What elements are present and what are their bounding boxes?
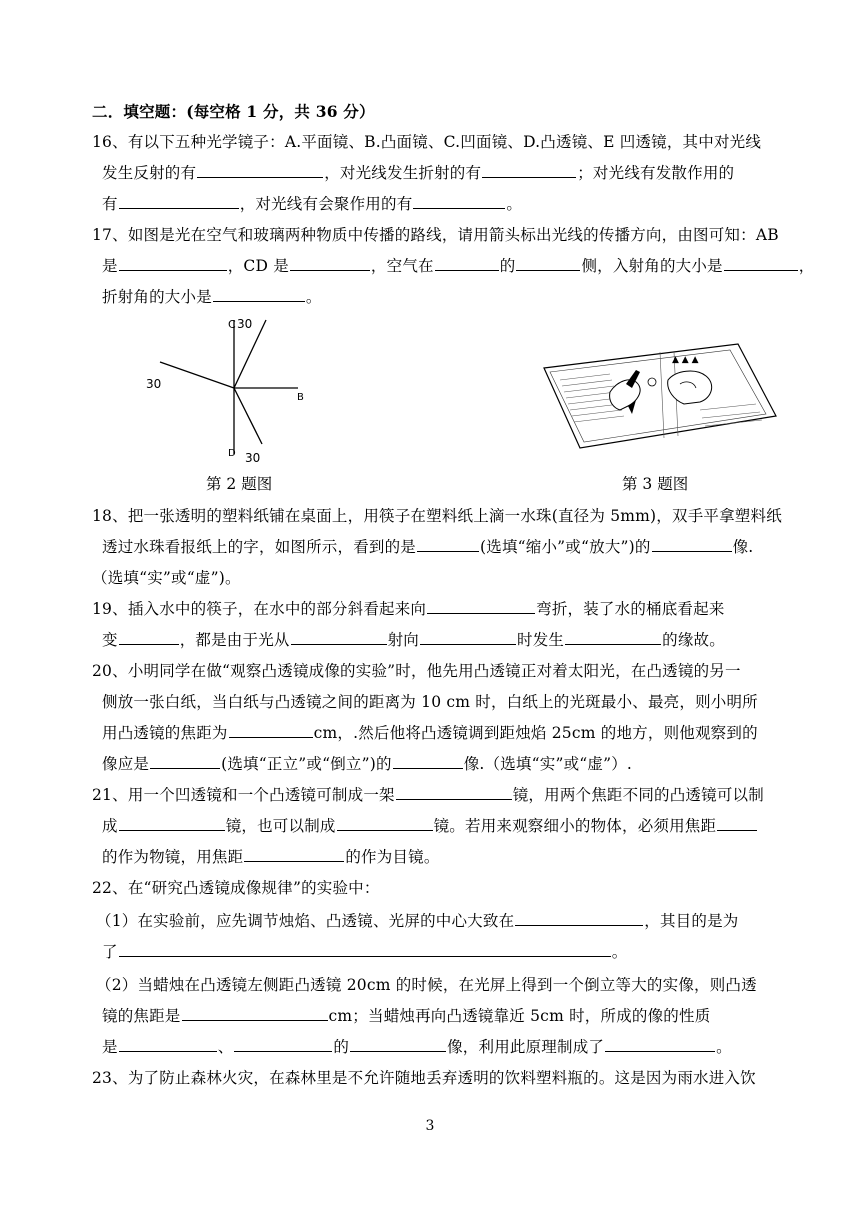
q17-text: 是 [102, 257, 118, 275]
q19-text: 射向 [387, 631, 420, 649]
q16-line3 [102, 193, 522, 215]
q19-text: 变 [102, 631, 118, 649]
q18-line1: 18、把一张透明的塑料纸铺在桌面上，用筷子在塑料纸上滴一水珠(直径为 5mm)，双手平拿塑料纸 [92, 507, 782, 525]
q22-line1: 22、在“研究凸透镜成像规律”的实验中： [92, 879, 380, 897]
label-c: C [228, 318, 236, 331]
q20-text: 像.（选填“实”或“虚”）. [463, 755, 633, 773]
svg-text:▲ ▲ ▲: ▲ ▲ ▲ [672, 355, 699, 365]
q21-text: 镜，用两个焦距不同的凸透镜可以制 [512, 786, 764, 804]
q21-blank-instrument3[interactable] [337, 815, 433, 831]
q19-blank-bend[interactable] [427, 598, 535, 614]
light-path-diagram [140, 312, 320, 464]
q22-blank-focal-length[interactable] [182, 1005, 328, 1021]
q20-line4 [102, 753, 632, 775]
q21-blank-instrument1[interactable] [396, 784, 512, 800]
q19-text: 弯折，装了水的桶底看起来 [536, 600, 725, 618]
q20-line2: 侧放一张白纸，当白纸与凸透镜之间的距离为 10 cm 时，白纸上的光斑最小、最亮，则小明所 [102, 693, 758, 711]
q16-blank-reflection[interactable] [197, 162, 323, 178]
q16-line1: 16、有以下五种光学镜子：A.平面镜、B.凸面镜、C.凹面镜、D.凸透镜、E 凹透镜，其中对光线 [92, 133, 762, 151]
q22-text: 。 [716, 1038, 732, 1056]
q21-line1 [92, 784, 764, 806]
q19-line1 [92, 598, 725, 620]
q22-blank-property1[interactable] [119, 1036, 217, 1052]
page-number: 3 [425, 1118, 435, 1134]
ray-left [160, 362, 234, 388]
q16-blank-refraction[interactable] [482, 162, 576, 178]
q20-blank-focal-length[interactable] [229, 722, 313, 738]
label-30-top: 30 [237, 317, 253, 331]
q17-text: ，CD 是 [227, 257, 289, 275]
label-30-bottom: 30 [245, 451, 261, 464]
q21-text: 21、用一个凹透镜和一个凸透镜可制成一架 [92, 786, 395, 804]
q18-blank-size[interactable] [417, 536, 479, 552]
q19-blank-phenomenon[interactable] [565, 629, 661, 645]
q21-blank-eyepiece[interactable] [244, 846, 344, 862]
q16-line2 [102, 162, 734, 184]
q17-line3 [102, 286, 322, 308]
q20-text: cm，.然后他将凸透镜调到距烛焰 25cm 的地方，则他观察到的 [313, 724, 758, 742]
q16-blank-diverge[interactable] [119, 193, 239, 209]
q22-blank-center-height[interactable] [515, 910, 643, 926]
figure3-caption: 第 3 题图 [622, 475, 689, 493]
q22-text: 像，利用此原理制成了 [447, 1038, 605, 1056]
q21-blank-objective[interactable] [717, 815, 757, 831]
q21-text: 镜，也可以制成 [225, 817, 336, 835]
q22-part2-line2 [102, 1005, 710, 1027]
q20-blank-real-virtual[interactable] [393, 753, 463, 769]
figure2-caption: 第 2 题图 [206, 475, 273, 493]
q20-text: 用凸透镜的焦距为 [102, 724, 228, 742]
q17-line1: 17、如图是光在空气和玻璃两种物质中传播的路线，请用箭头标出光线的传播方向，由图可知：AB [92, 226, 779, 244]
label-d: D [228, 448, 236, 459]
q21-text: 的作为目镜。 [345, 848, 440, 866]
q22-text: cm；当蜡烛再向凸透镜靠近 5cm 时，所成的像的性质 [328, 1007, 711, 1025]
q22-blank-property3[interactable] [350, 1036, 446, 1052]
q19-blank-from[interactable] [291, 629, 387, 645]
q22-part1-line2 [102, 941, 627, 963]
q19-text: 时发生 [517, 631, 565, 649]
q18-text: 像. [732, 538, 754, 556]
q19-blank-to[interactable] [420, 629, 516, 645]
q22-part1-line1 [96, 910, 738, 932]
q20-blank-orientation[interactable] [150, 753, 220, 769]
q17-blank-incidence[interactable] [724, 255, 798, 271]
q19-text: 的缘故。 [662, 631, 725, 649]
q21-blank-instrument2[interactable] [119, 815, 225, 831]
q18-text: 透过水珠看报纸上的字，如图所示，看到的是 [102, 538, 417, 556]
q17-blank-ab[interactable] [119, 255, 227, 271]
q16-blank-converge[interactable] [413, 193, 505, 209]
q19-text: 19、插入水中的筷子，在水中的部分斜看起来向 [92, 600, 427, 618]
q22-text: 镜的焦距是 [102, 1007, 181, 1025]
q23-line1: 23、为了防止森林火灾，在森林里是不允许随地丢弃透明的饮料塑料瓶的。这是因为雨水进入饮 [92, 1069, 756, 1087]
ray-bottom [234, 388, 262, 444]
q17-blank-side[interactable] [516, 255, 580, 271]
q22-text: （1）在实验前，应先调节烛焰、凸透镜、光屏的中心大致在 [96, 912, 515, 930]
q19-line2 [102, 629, 725, 651]
label-b: B [297, 392, 304, 403]
q17-blank-refraction-angle[interactable] [213, 286, 305, 302]
q20-text: (选填“正立”或“倒立”)的 [221, 755, 392, 773]
q17-blank-cd[interactable] [290, 255, 370, 271]
q21-line3 [102, 846, 440, 868]
q22-text: 了 [102, 943, 118, 961]
q21-line2 [102, 815, 758, 837]
q22-text: ，其目的是为 [644, 912, 739, 930]
q22-text: 。 [611, 943, 628, 961]
q21-text: 的作为物镜，用焦距 [102, 848, 244, 866]
q17-text: ，空气在 [370, 257, 434, 275]
q16-text: ，对光线发生折射的有 [324, 164, 482, 182]
q18-blank-image-type[interactable] [652, 536, 732, 552]
q18-line3: （选填“实”或“虚”)。 [92, 569, 241, 587]
q16-text: ，对光线有会聚作用的有 [239, 195, 413, 213]
q22-text: 、 [217, 1038, 234, 1056]
newspaper-waterdrop-illustration [540, 340, 780, 450]
section-title: 二．填空题：(每空格 1 分，共 36 分） [92, 102, 375, 121]
q17-text: 折射角的大小是 [102, 288, 212, 306]
q17-line2 [102, 255, 814, 277]
q22-text: 是 [102, 1038, 118, 1056]
q22-blank-property2[interactable] [234, 1036, 332, 1052]
q20-text: 像应是 [102, 755, 150, 773]
q17-text: 。 [305, 288, 322, 306]
q17-text: 侧，入射角的大小是 [581, 257, 723, 275]
q18-text: (选填“缩小”或“放大”)的 [480, 538, 651, 556]
q17-blank-air[interactable] [435, 255, 499, 271]
q21-text: 镜。若用来观察细小的物体，必须用焦距 [433, 817, 717, 835]
q16-text: 有 [102, 195, 118, 213]
q16-text: 发生反射的有 [102, 164, 197, 182]
q21-text: 成 [102, 817, 118, 835]
q22-text: 的 [333, 1038, 350, 1056]
q22-blank-application[interactable] [605, 1036, 715, 1052]
q19-blank-depth[interactable] [119, 629, 179, 645]
q20-line3 [102, 722, 758, 744]
q16-text: 。 [506, 195, 523, 213]
q22-part2-line3 [102, 1036, 732, 1058]
q19-text: ，都是由于光从 [179, 631, 290, 649]
q22-blank-purpose[interactable] [119, 941, 611, 957]
q22-part2-line1: （2）当蜡烛在凸透镜左侧距凸透镜 20cm 的时候，在光屏上得到一个倒立等大的实像，则凸透 [96, 976, 757, 994]
q20-line1: 20、小明同学在做“观察凸透镜成像的实验”时，他先用凸透镜正对着太阳光，在凸透镜的另一 [92, 662, 741, 680]
q16-text: ；对光线有发散作用的 [577, 164, 735, 182]
label-30-left: 30 [146, 377, 162, 391]
q17-text: 的 [499, 257, 516, 275]
q18-line2 [102, 536, 753, 558]
q17-text: ， [798, 257, 815, 275]
